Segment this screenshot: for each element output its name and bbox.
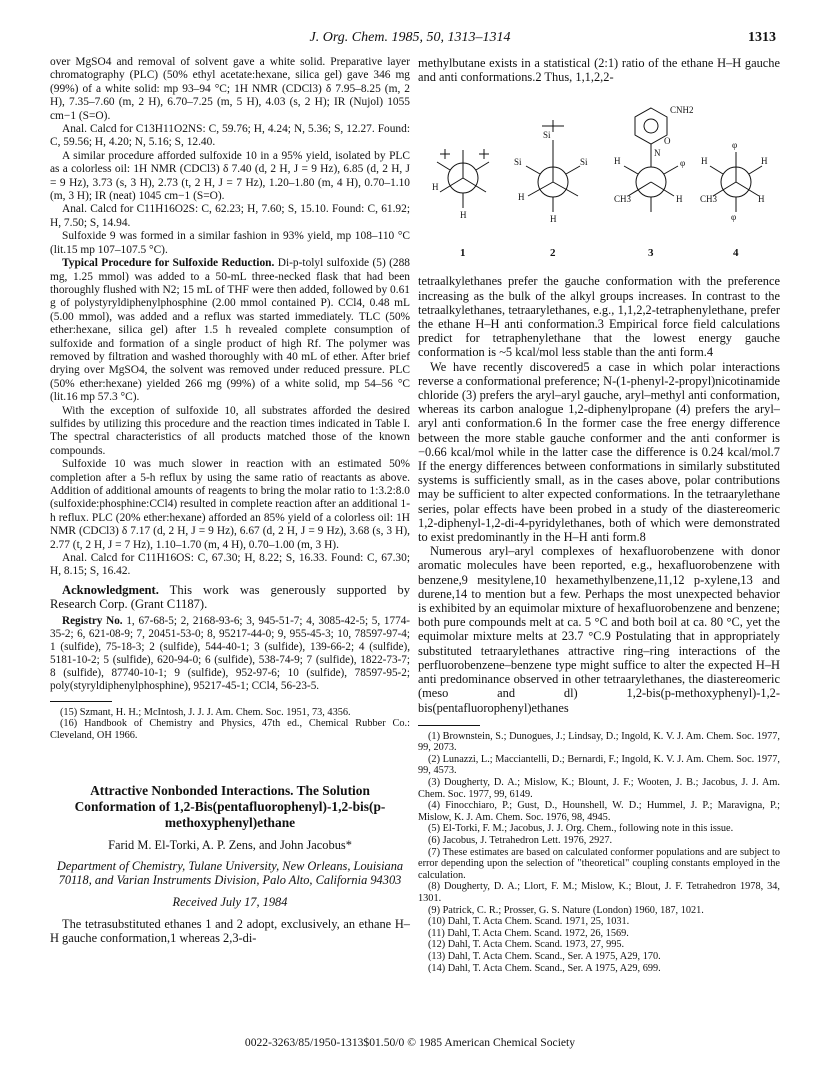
compound-number-2: 2 xyxy=(550,247,556,260)
paragraph: A similar procedure afforded sulfoxide 10 in a 95% yield, isolated by PLC as a colorless oil: 1H NMR (CDCl3) δ 7.40 (d, 2 H, J = 9 Hz), 6.85 (d, 2 H, J = 9 Hz), 3.73 (s, 3 H), 2.73 (t, 2 H, J = 7 Hz), 1.20–1.80 (m, 4 H), 0.70–1.10 (m, 3 H); IR (neat) 1045 cm−1 (S=O). xyxy=(50,149,410,203)
paragraph: tetraalkylethanes prefer the gauche conformation with the preference increasing as the bulk of the alkyl groups increases. In contrast to the tetraalkylethanes, tetraarylethanes, e.g., 1,1,2,2-tetraphenylethane, prefer the ethane H–H anti conformation.3 Empirical force field calculations predict for tetraphenylethane that the lowest energy gauche conformation is ~5 kcal/mol less stable than the anti form.4 xyxy=(418,274,780,360)
compound-number-1: 1 xyxy=(460,247,466,260)
footnote: (13) Dahl, T. Acta Chem. Scand., Ser. A 1975, A29, 170. xyxy=(428,950,661,962)
acknowledgment-heading: Acknowledgment. xyxy=(62,582,159,597)
page-footer: 0022-3263/85/1950-1313$01.50/0 © 1985 American Chemical Society xyxy=(244,1036,576,1049)
footnote-divider xyxy=(418,725,480,726)
registry-text: 1, 67-68-5; 2, 2168-93-6; 3, 945-51-7; 4, 3085-42-5; 5, 1774-35-2; 6, 621-08-9; 7, 20451-53-0; 8, 95217-44-0; 9, 955-45-3; 10, 78597-97-4; 1 (sulfide), 75-18-3; 2 (sulfide), 544-40-1; 3 (sulfide), 139-66-2; 4 (sulfide), 5181-10-2; 5 (sulfide), 620-94-0; 6 (sulfide), 538-74-9; 7 (sulfide), 1822-73-7; 8 (sulfide), 87740-10-1; 9 (sulfide), 952-97-6; 10 (sulfide), 78597-95-2; poly(styryldiphenylphosphine), 95217-45-1; CCl4, 56-23-5. xyxy=(50,614,411,692)
methyl-label: CH3 xyxy=(700,194,718,205)
procedure-paragraph xyxy=(50,257,410,404)
paragraph: Anal. Calcd for C11H16O2S: C, 62.23; H, 7.60; S, 15.10. Found: C, 61.92; H, 7.50; S, 14.94. xyxy=(50,203,410,229)
atom-label-h: H xyxy=(761,156,768,167)
right-column xyxy=(418,56,780,974)
paragraph: Numerous aryl–aryl complexes of hexafluorobenzene with donor aromatic molecules have been reported, e.g., hexafluorobenzene with benzene,9 mesitylene,10 hexamethylbenzene,11,12 p-xylene,13 and durene,14 to mention but a few. Perhaps the most unexpected behavior is exhibited by an equimolar mixture of hexafluorobenzene and benzene; both pure compounds melt at ca. 5 °C and both boil at ca. 80 °C, yet the equimolar mixture melts at 23.7 °C.9 Postulating that in appropriately substituted tetraarylethanes attractive ring–ring interactions of the perfluorobenzene–benzene type might suffice to alter the expected H–H anti predominance observed in other tetraarylethanes, the diastereomeric (meso and dl) 1,2-bis(p-methoxyphenyl)-1,2-bis(pentafluorophenyl)ethanes xyxy=(418,544,780,715)
phenyl-label: φ xyxy=(731,212,737,223)
journal-citation: J. Org. Chem. 1985, 50, 1313–1314 xyxy=(309,30,511,45)
footnote: (16) Handbook of Chemistry and Physics, 47th ed., Chemical Rubber Co.: Cleveland, OH 1966. xyxy=(50,718,410,741)
paragraph: Anal. Calcd for C11H16OS: C, 67.30; H, 8.22; S, 16.33. Found: C, 67.30; H, 8.15; S, 16.42. xyxy=(50,552,410,578)
atom-label-h: H xyxy=(676,194,683,205)
acknowledgment xyxy=(50,583,410,612)
phenyl-label: φ xyxy=(732,140,738,151)
registry-heading: Registry No. xyxy=(62,614,123,627)
footnote: (9) Patrick, C. R.; Prosser, G. S. Nature (London) 1960, 187, 1021. xyxy=(428,904,704,916)
footnote: (1) Brownstein, S.; Dunogues, J.; Lindsay, D.; Ingold, K. V. J. Am. Chem. Soc. 1977, 99, 2073. xyxy=(418,730,780,754)
footnote: (10) Dahl, T. Acta Chem. Scand. 1971, 25, 1031. xyxy=(428,916,630,928)
newman-projection-2 xyxy=(514,120,588,224)
newman-projection-1 xyxy=(432,149,489,220)
article-authors: Farid M. El-Torki, A. P. Zens, and John Jacobus* xyxy=(108,838,352,853)
footnote: (11) Dahl, T. Acta Chem. Scand. 1972, 26, 1569. xyxy=(428,927,629,939)
paragraph: Sulfoxide 10 was much slower in reaction with an estimated 50% completion after a 5-h reflux by using the same ratio of reactants as above. Addition of additional amounts of reagents to bring the molar ratio to 1:3.2:8.0 (sulfoxide:phosphine:CCl4) resulted in complete reaction after an additional 1-h reflux. PLC (20% ether:hexane) afforded an 85% yield of a colorless oil: 1H NMR (CDCl3) δ 7.17 (d, 2 H, J = 9 Hz), 6.67 (d, 2 H, J = 9 Hz), 3.68 (s, 3 H), 2.77 (t, 2 H, J = 7 Hz), 1.10–1.70 (m, 4 H), 0.70–1.00 (m, 3 H). xyxy=(50,458,410,551)
atom-label-si: Si xyxy=(580,157,588,168)
footnote: (15) Szmant, H. H.; McIntosh, J. J. J. Am. Chem. Soc. 1951, 73, 4356. xyxy=(60,706,351,718)
footnote: (14) Dahl, T. Acta Chem. Scand., Ser. A 1975, A29, 699. xyxy=(428,962,661,974)
atom-label-h: H xyxy=(518,192,525,203)
conformation-figure xyxy=(418,90,780,270)
footnote: (12) Dahl, T. Acta Chem. Scand. 1973, 27, 995. xyxy=(428,939,625,951)
paragraph: methylbutane exists in a statistical (2:1) ratio of the ethane H–H gauche and anti conformations.2 Thus, 1,1,2,2- xyxy=(418,56,780,85)
paragraph: With the exception of sulfoxide 10, all substrates afforded the desired sulfides by utilizing this procedure and the reaction times indicated in Table I. The spectral characteristics of all products matched those of the known compounds. xyxy=(50,404,410,457)
article-affiliation: Department of Chemistry, Tulane University, New Orleans, Louisiana 70118, and Varian Instruments Division, Palo Alto, California 94303 xyxy=(56,858,404,888)
atom-label-si: Si xyxy=(514,157,522,168)
procedure-heading: Typical Procedure for Sulfoxide Reduction. xyxy=(62,257,275,270)
page-header xyxy=(0,30,820,50)
newman-projection-3 xyxy=(614,105,694,212)
atom-label-h: H xyxy=(758,194,765,205)
footnote: (5) El-Torki, F. M.; Jacobus, J. J. Org. Chem., following note in this issue. xyxy=(428,823,734,835)
atom-label-n: N xyxy=(654,148,661,159)
footnote: (3) Dougherty, D. A.; Mislow, K.; Blount, J. F.; Wooten, J. B.; Jacobus, J. J. Am. Chem. Soc. 1977, 99, 6149. xyxy=(418,777,780,800)
compound-number-3: 3 xyxy=(648,247,654,260)
article-lead-paragraph: The tetrasubstituted ethanes 1 and 2 adopt, exclusively, an ethane H–H gauche conformation,1 whereas 2,3-di- xyxy=(50,917,410,946)
acknowledgment-text: This work was generously supported by Research Corp. (Grant C1187). xyxy=(50,582,410,612)
phenyl-label: φ xyxy=(680,158,686,169)
amide-group-label: CNH2 xyxy=(670,105,694,116)
paragraph: Anal. Calcd for C13H11O2NS: C, 59.76; H, 4.24; N, 5.36; S, 12.27. Found: C, 59.56; H, 4.20; N, 5.16; S, 12.40. xyxy=(50,123,410,149)
footnote-divider xyxy=(50,701,112,702)
atom-label-h: H xyxy=(701,156,708,167)
methyl-label: CH3 xyxy=(614,194,632,205)
atom-label-o: O xyxy=(664,136,671,147)
procedure-text: Di-p-tolyl sulfoxide (5) (288 mg, 1.25 mmol) was added to a 50-mL three-necked flask that had been thoroughly flushed with N2; 15 mL of THF were then added, followed by 0.61 g of polystyryldiphenylphosphine (2.00 mmol contained P). CCl4, 0.48 mL (5.00 mmol), was added and a reflux was started immediately. TLC (50% ether:hexane, silica gel) after 1.5 h revealed complete consumption of sulfoxide and formation of a single product of high Rf. The polymer was removed by filtration and washed thoroughly with 40 mL of ether. After brief drying over MgSO4, the solvent was removed under reduced pressure. PLC (50% ether:hexane) yielded 266 mg (99%) of a white solid, mp 54–56 °C (lit.16 mp 57.3 °C). xyxy=(50,257,410,404)
atom-label-h: H xyxy=(460,210,467,221)
paragraph: over MgSO4 and removal of solvent gave a white solid. Preparative layer chromatography (PLC) (50% ethyl acetate:hexane, silica gel) gave 346 mg (99%) of a white solid: mp 93–94 °C; 1H NMR (CDCl3) δ 7.95–8.25 (m, 2 H), 7.35–7.60 (m, 2 H), 6.70–7.25 (m, 5 H), 4.03 (s, 2 H); IR (Nujol) 1055 cm−1 (S=O). xyxy=(50,56,410,122)
atom-label-h: H xyxy=(614,156,621,167)
received-date: Received July 17, 1984 xyxy=(172,894,288,909)
atom-label-si: Si xyxy=(543,130,551,141)
footnote: (8) Dougherty, D. A.; Llort, F. M.; Mislow, K.; Blout, J. F. Tetrahedron 1978, 34, 1301. xyxy=(418,881,780,905)
atom-label-h: H xyxy=(550,214,557,225)
atom-label-h: H xyxy=(432,182,439,193)
paragraph: Sulfoxide 9 was formed in a similar fashion in 93% yield, mp 108–110 °C (lit.15 mp 107–107.5 °C). xyxy=(50,230,410,256)
newman-projection-4 xyxy=(700,140,768,222)
newman-projections-diagram xyxy=(418,90,780,270)
right-footnotes xyxy=(418,725,780,974)
footnote: (4) Finocchiaro, P.; Gust, D., Hounshell, W. D.; Hummel, J. P.; Maravigna, P.; Mislow, K. J. Am. Chem. Soc. 1976, 98, 4945. xyxy=(418,800,780,823)
footnote: (7) These estimates are based on calculated conformer populations and are subject to error depending upon the selection of "theoretical" coupling constants employed in the calculation. xyxy=(418,846,780,881)
registry-numbers xyxy=(50,615,410,693)
footnote: (6) Jacobus, J. Tetrahedron Lett. 1976, 2927. xyxy=(428,835,613,847)
article-title: Attractive Nonbonded Interactions. The Solution Conformation of 1,2-Bis(pentafluorophenyl)-1,2-bis(p-methoxyphenyl)ethane xyxy=(74,783,386,831)
compound-number-4: 4 xyxy=(733,247,739,260)
left-column xyxy=(50,56,410,945)
paragraph: We have recently discovered5 a case in which polar interactions reverse a conformational preference; N-(1-phenyl-2-propyl)nicotinamide chloride (3) prefers the aryl–aryl gauche, aryl–methyl anti conformation, whereas its carbon analogue 1,2-diphenylpropane (4) prefers the aryl–aryl anti conformation.6 In the former case the free energy difference between the more stable gauche conformer and the anti conformer is −0.66 kcal/mol while in the latter case the difference is 0.24 kcal/mol.7 If the energy differences between conformations in similarly substituted systems is sufficiently small, as in the cases above, polar contributions may be sufficient to alter expected conformations. In the tetraarylethane series, polar effects have been probed in a study of the diastereomeric 1,2-diphenyl-1,2-di-4-pyridylethanes, both of which were demonstrated to exist predominantly in the H–H anti form.8 xyxy=(418,359,780,545)
page-number: 1313 xyxy=(748,30,776,45)
footnote: (2) Lunazzi, L.; Macciantelli, D.; Bernardi, F.; Ingold, K. V. J. Am. Chem. Soc. 1977, 99, 4573. xyxy=(418,753,780,777)
